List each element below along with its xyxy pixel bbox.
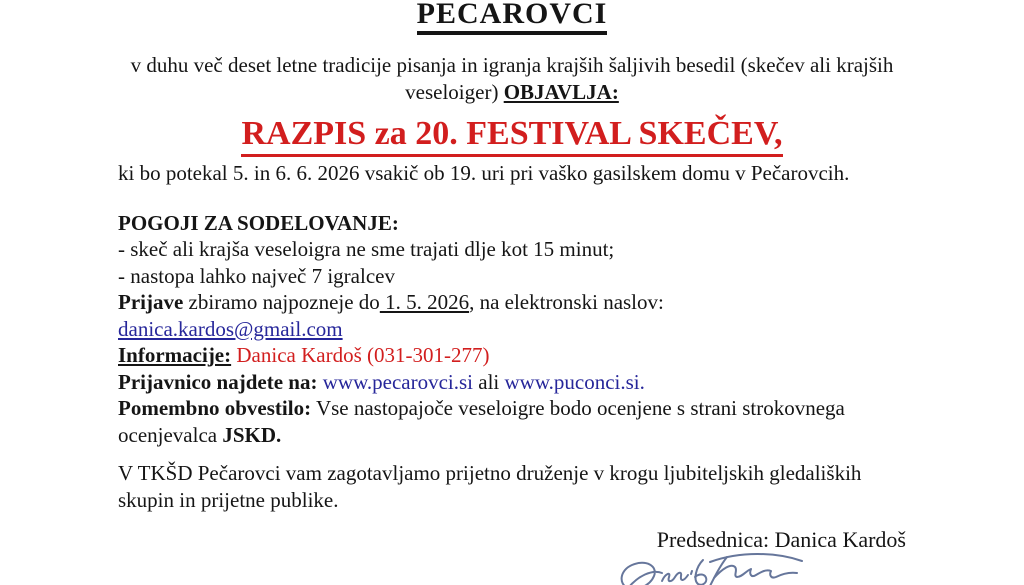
festival-headline-text: RAZPIS za 20. FESTIVAL SKEČEV,: [241, 115, 782, 157]
page-title-text: PECAROVCI: [417, 0, 608, 35]
info-label: Informacije:: [118, 343, 232, 368]
info-line: [118, 342, 906, 369]
conditions-block: [118, 210, 906, 449]
applications-label: Prijave: [118, 290, 184, 315]
festival-headline: [118, 115, 906, 157]
event-details-line: ki bo potekal 5. in 6. 6. 2026 vsakič ob 19. uri pri vaško gasilskem domu v Pečarovcih.: [118, 160, 850, 185]
info-contact: Danica Kardoš (031-301-277): [231, 343, 490, 368]
applications-text: zbiramo najpozneje do: [183, 290, 380, 315]
signature-caption: Predsednica: Danica Kardoš: [656, 527, 906, 553]
closing-paragraph: V TKŠD Pečarovci vam zagotavljamo prijetno druženje v krogu ljubiteljskih gledaliških skupin in prijetne publike.: [118, 461, 862, 513]
intro-paragraph: [118, 52, 906, 106]
form-link-puconci[interactable]: www.puconci.si.: [504, 369, 645, 394]
applications-line: [118, 289, 906, 316]
applications-deadline: 1. 5. 2026: [379, 290, 470, 315]
intro-text: v duhu več deset letne tradicije pisanja in igranja krajših šaljivih besedil (skečev ali krajših veseloiger): [130, 52, 894, 104]
email-line: [118, 316, 906, 343]
signature-area: [118, 548, 906, 585]
notice-line: [118, 395, 906, 448]
notice-emphasis: JSKD.: [222, 422, 282, 447]
page-title: [118, 0, 906, 35]
conditions-heading: POGOJI ZA SODELOVANJE:: [118, 210, 399, 235]
notice-text: Vse nastopajoče veseloigre bodo ocenjene s strani strokovnega ocenjevalca: [118, 396, 845, 447]
rule-actors: - nastopa lahko največ 7 igralcev: [118, 263, 395, 288]
notice-label: Pomembno obvestilo:: [118, 396, 312, 421]
form-label: Prijavnico najdete na:: [118, 369, 323, 394]
email-link[interactable]: danica.kardos@gmail.com: [118, 316, 343, 341]
rule-duration: - skeč ali krajša veseloigra ne sme trajati dlje kot 15 minut;: [118, 237, 615, 262]
form-separator: ali: [473, 369, 505, 394]
form-line: [118, 369, 906, 396]
applications-tail: , na elektronski naslov:: [469, 290, 664, 315]
signature-image: [610, 548, 840, 585]
objavlja-emphasis: OBJAVLJA:: [503, 79, 619, 104]
form-link-pecarovci[interactable]: www.pecarovci.si: [322, 369, 473, 394]
